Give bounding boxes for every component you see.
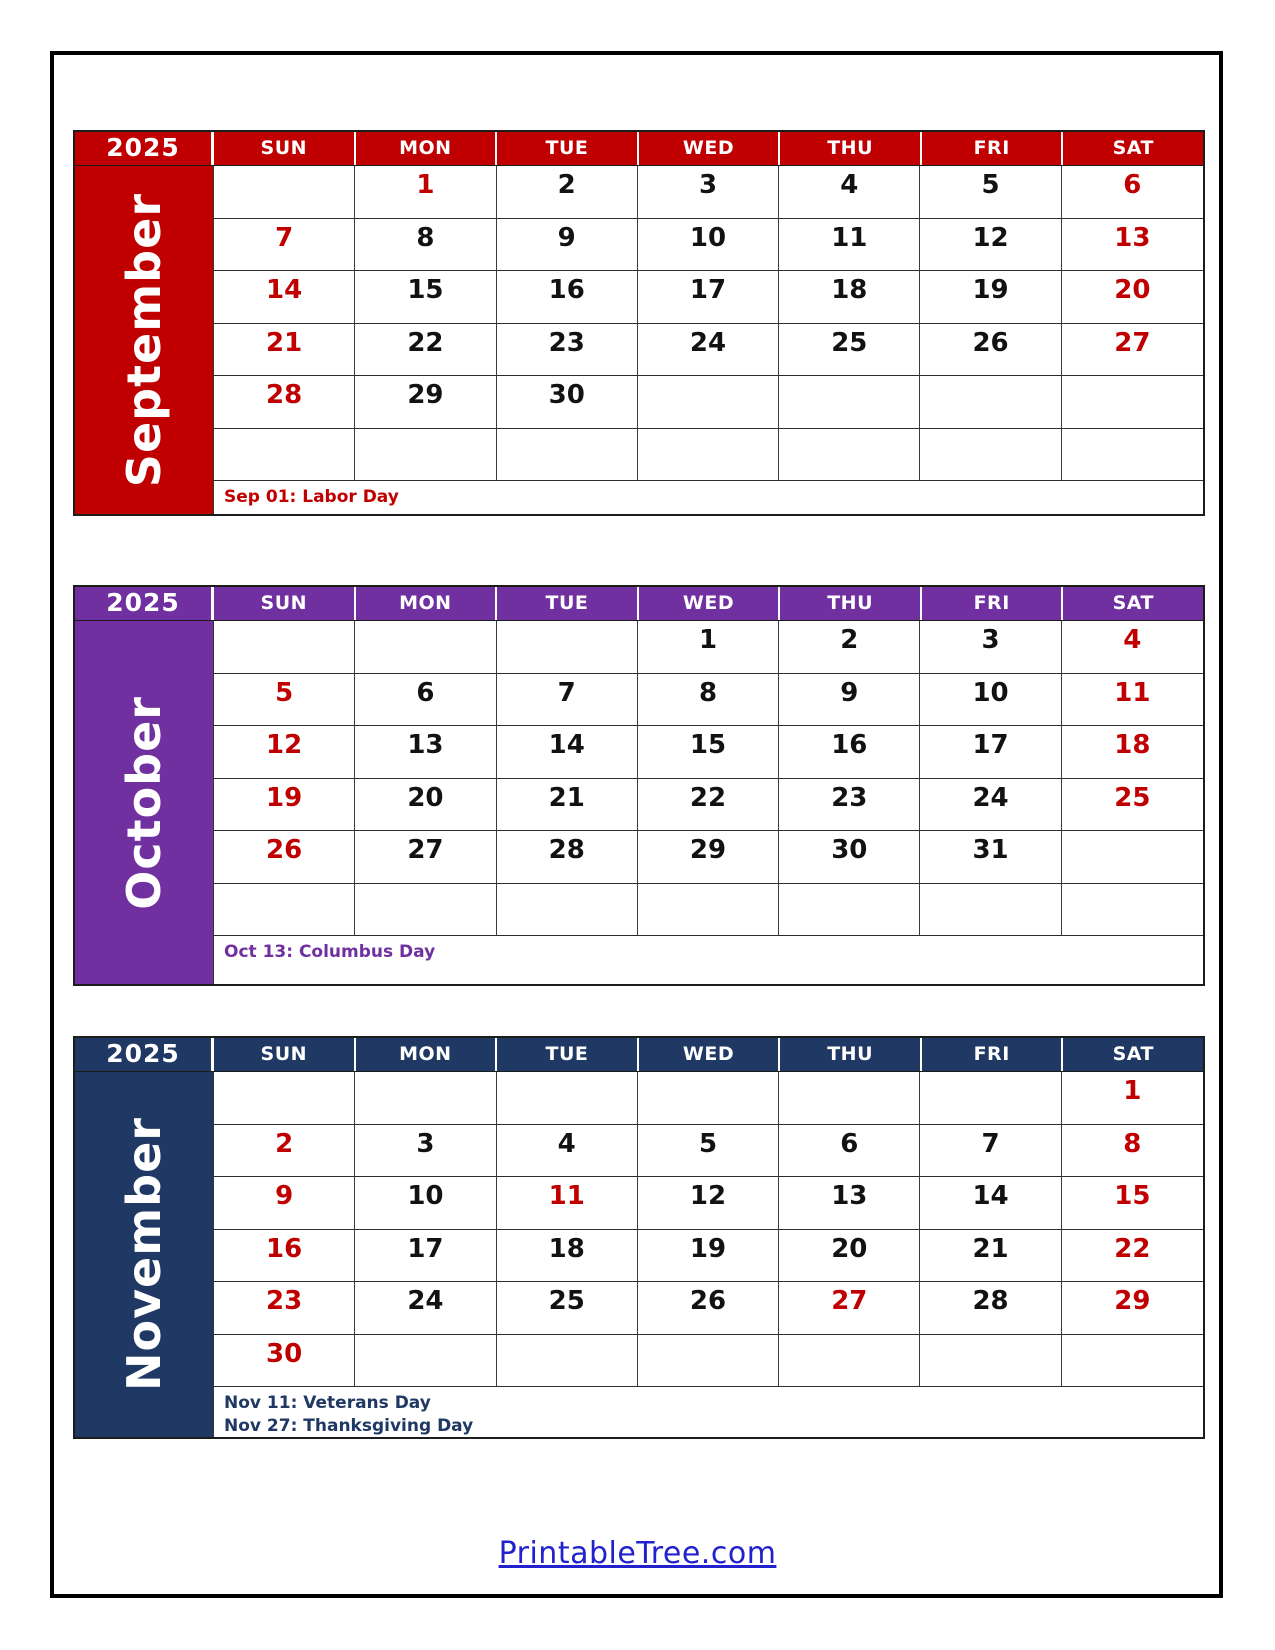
day-cell-november-13: 13 <box>779 1177 920 1230</box>
day-cell-september-3: 3 <box>638 166 779 219</box>
weekday-header-sun: SUN <box>214 587 356 620</box>
day-cell-november-12: 12 <box>638 1177 779 1230</box>
day-cell-november-18: 18 <box>497 1230 638 1283</box>
weekday-header-fri: FRI <box>922 587 1064 620</box>
day-cell-october-20: 20 <box>355 779 496 832</box>
day-cell-september-19: 19 <box>920 271 1061 324</box>
day-cell-empty <box>497 621 638 674</box>
weekday-row <box>214 1038 1203 1071</box>
holiday-note: Oct 13: Columbus Day <box>224 942 436 962</box>
day-cell-october-1: 1 <box>638 621 779 674</box>
day-cell-september-8: 8 <box>355 219 496 272</box>
day-cell-october-28: 28 <box>497 831 638 884</box>
weekday-header-thu: THU <box>780 587 922 620</box>
day-cell-november-8: 8 <box>1062 1125 1203 1178</box>
day-cell-empty <box>214 884 355 937</box>
day-cell-empty <box>920 376 1061 429</box>
day-cell-september-22: 22 <box>355 324 496 377</box>
day-cell-september-21: 21 <box>214 324 355 377</box>
day-cell-empty <box>1062 429 1203 482</box>
day-cell-october-17: 17 <box>920 726 1061 779</box>
day-cell-empty <box>1062 831 1203 884</box>
day-cell-november-16: 16 <box>214 1230 355 1283</box>
weekday-row <box>214 132 1203 165</box>
day-cell-empty <box>1062 884 1203 937</box>
day-cell-september-11: 11 <box>779 219 920 272</box>
month-november <box>73 1036 1205 1439</box>
day-cell-november-17: 17 <box>355 1230 496 1283</box>
day-cell-october-22: 22 <box>638 779 779 832</box>
weekday-header-sat: SAT <box>1063 587 1203 620</box>
day-cell-empty <box>638 376 779 429</box>
month-name: November <box>117 1117 171 1392</box>
day-cell-november-7: 7 <box>920 1125 1061 1178</box>
november-header-row <box>75 1038 1203 1072</box>
day-cell-november-26: 26 <box>638 1282 779 1335</box>
day-cell-september-4: 4 <box>779 166 920 219</box>
day-cell-empty <box>920 1072 1061 1125</box>
day-cell-november-21: 21 <box>920 1230 1061 1283</box>
day-cell-empty <box>779 1072 920 1125</box>
weekday-header-fri: FRI <box>922 1038 1064 1071</box>
day-cell-october-11: 11 <box>1062 674 1203 727</box>
day-cell-september-17: 17 <box>638 271 779 324</box>
year-label: 2025 <box>75 132 214 165</box>
day-cell-empty <box>779 429 920 482</box>
day-cell-empty <box>355 429 496 482</box>
weekday-header-mon: MON <box>356 1038 498 1071</box>
day-cell-october-3: 3 <box>920 621 1061 674</box>
day-cell-november-4: 4 <box>497 1125 638 1178</box>
weekday-header-sun: SUN <box>214 132 356 165</box>
day-cell-empty <box>497 884 638 937</box>
day-cell-october-29: 29 <box>638 831 779 884</box>
day-cell-empty <box>779 884 920 937</box>
day-cell-september-13: 13 <box>1062 219 1203 272</box>
october-header-row <box>75 587 1203 621</box>
year-label: 2025 <box>75 587 214 620</box>
day-cell-october-7: 7 <box>497 674 638 727</box>
day-cell-empty <box>214 166 355 219</box>
year-label: 2025 <box>75 1038 214 1071</box>
weekday-header-wed: WED <box>639 132 781 165</box>
day-cell-october-14: 14 <box>497 726 638 779</box>
day-cell-november-24: 24 <box>355 1282 496 1335</box>
weekday-header-tue: TUE <box>497 1038 639 1071</box>
november-body <box>75 1072 1203 1437</box>
day-cell-november-28: 28 <box>920 1282 1061 1335</box>
day-cell-october-15: 15 <box>638 726 779 779</box>
day-cell-september-30: 30 <box>497 376 638 429</box>
day-cell-november-3: 3 <box>355 1125 496 1178</box>
month-band <box>75 621 214 984</box>
day-cell-september-29: 29 <box>355 376 496 429</box>
day-cell-empty <box>638 884 779 937</box>
day-cell-november-6: 6 <box>779 1125 920 1178</box>
holiday-row <box>214 1387 1203 1438</box>
weekday-header-mon: MON <box>356 132 498 165</box>
day-cell-empty <box>214 621 355 674</box>
day-cell-september-20: 20 <box>1062 271 1203 324</box>
day-cell-september-25: 25 <box>779 324 920 377</box>
day-cell-october-10: 10 <box>920 674 1061 727</box>
weekday-header-wed: WED <box>639 1038 781 1071</box>
day-cell-empty <box>638 1335 779 1388</box>
day-cell-october-13: 13 <box>355 726 496 779</box>
day-cell-september-14: 14 <box>214 271 355 324</box>
day-cell-september-5: 5 <box>920 166 1061 219</box>
day-cell-empty <box>355 1335 496 1388</box>
day-cell-empty <box>497 1335 638 1388</box>
holiday-note: Nov 27: Thanksgiving Day <box>224 1415 474 1436</box>
day-cell-empty <box>920 1335 1061 1388</box>
month-band <box>75 166 214 514</box>
day-cell-november-19: 19 <box>638 1230 779 1283</box>
day-cell-october-18: 18 <box>1062 726 1203 779</box>
day-cell-october-4: 4 <box>1062 621 1203 674</box>
weekday-row <box>214 587 1203 620</box>
month-band <box>75 1072 214 1437</box>
day-cell-september-9: 9 <box>497 219 638 272</box>
day-cell-empty <box>920 429 1061 482</box>
day-cell-november-20: 20 <box>779 1230 920 1283</box>
day-cell-november-2: 2 <box>214 1125 355 1178</box>
holiday-note: Nov 11: Veterans Day <box>224 1393 431 1413</box>
footer-site-link[interactable]: PrintableTree.com <box>498 1536 777 1571</box>
day-cell-empty <box>497 429 638 482</box>
day-cell-november-25: 25 <box>497 1282 638 1335</box>
day-cell-october-27: 27 <box>355 831 496 884</box>
day-cell-september-1: 1 <box>355 166 496 219</box>
holiday-row <box>214 936 1203 984</box>
day-cell-september-23: 23 <box>497 324 638 377</box>
day-cell-september-10: 10 <box>638 219 779 272</box>
day-cell-october-6: 6 <box>355 674 496 727</box>
day-cell-empty <box>214 429 355 482</box>
day-cell-october-12: 12 <box>214 726 355 779</box>
weekday-header-sat: SAT <box>1063 132 1203 165</box>
day-cell-empty <box>355 1072 496 1125</box>
day-cell-september-26: 26 <box>920 324 1061 377</box>
weekday-header-thu: THU <box>780 1038 922 1071</box>
day-cell-september-18: 18 <box>779 271 920 324</box>
day-cell-empty <box>214 1072 355 1125</box>
holiday-row <box>214 481 1203 514</box>
october-body <box>75 621 1203 984</box>
day-cell-october-31: 31 <box>920 831 1061 884</box>
day-cell-empty <box>779 1335 920 1388</box>
day-cell-october-24: 24 <box>920 779 1061 832</box>
day-cell-empty <box>779 376 920 429</box>
weekday-header-tue: TUE <box>497 587 639 620</box>
september-header-row <box>75 132 1203 166</box>
day-cell-september-6: 6 <box>1062 166 1203 219</box>
date-grid <box>214 1072 1203 1387</box>
september-body <box>75 166 1203 514</box>
month-name: September <box>117 192 171 488</box>
day-cell-september-28: 28 <box>214 376 355 429</box>
day-cell-september-15: 15 <box>355 271 496 324</box>
day-cell-november-10: 10 <box>355 1177 496 1230</box>
day-cell-september-27: 27 <box>1062 324 1203 377</box>
day-cell-empty <box>355 884 496 937</box>
day-cell-september-7: 7 <box>214 219 355 272</box>
weekday-header-sat: SAT <box>1063 1038 1203 1071</box>
month-october <box>73 585 1205 986</box>
weekday-header-fri: FRI <box>922 132 1064 165</box>
month-name: October <box>117 695 171 910</box>
day-cell-october-25: 25 <box>1062 779 1203 832</box>
day-cell-november-27: 27 <box>779 1282 920 1335</box>
footer <box>0 1536 1275 1571</box>
month-september <box>73 130 1205 516</box>
day-cell-november-11: 11 <box>497 1177 638 1230</box>
day-cell-october-21: 21 <box>497 779 638 832</box>
day-cell-october-19: 19 <box>214 779 355 832</box>
day-cell-september-16: 16 <box>497 271 638 324</box>
weekday-header-thu: THU <box>780 132 922 165</box>
day-cell-october-2: 2 <box>779 621 920 674</box>
day-cell-october-9: 9 <box>779 674 920 727</box>
day-cell-empty <box>638 1072 779 1125</box>
weekday-header-sun: SUN <box>214 1038 356 1071</box>
day-cell-september-2: 2 <box>497 166 638 219</box>
holiday-note: Sep 01: Labor Day <box>224 487 399 507</box>
date-grid <box>214 621 1203 936</box>
weekday-header-tue: TUE <box>497 132 639 165</box>
weekday-header-wed: WED <box>639 587 781 620</box>
day-cell-october-23: 23 <box>779 779 920 832</box>
day-cell-november-22: 22 <box>1062 1230 1203 1283</box>
date-grid <box>214 166 1203 481</box>
day-cell-november-30: 30 <box>214 1335 355 1388</box>
day-cell-empty <box>920 884 1061 937</box>
day-cell-empty <box>1062 376 1203 429</box>
day-cell-empty <box>355 621 496 674</box>
day-cell-november-23: 23 <box>214 1282 355 1335</box>
day-cell-empty <box>1062 1335 1203 1388</box>
day-cell-november-9: 9 <box>214 1177 355 1230</box>
day-cell-november-29: 29 <box>1062 1282 1203 1335</box>
day-cell-september-12: 12 <box>920 219 1061 272</box>
day-cell-november-5: 5 <box>638 1125 779 1178</box>
day-cell-november-15: 15 <box>1062 1177 1203 1230</box>
day-cell-november-1: 1 <box>1062 1072 1203 1125</box>
day-cell-october-5: 5 <box>214 674 355 727</box>
day-cell-october-26: 26 <box>214 831 355 884</box>
weekday-header-mon: MON <box>356 587 498 620</box>
day-cell-october-30: 30 <box>779 831 920 884</box>
day-cell-empty <box>497 1072 638 1125</box>
day-cell-september-24: 24 <box>638 324 779 377</box>
day-cell-empty <box>638 429 779 482</box>
day-cell-october-16: 16 <box>779 726 920 779</box>
day-cell-october-8: 8 <box>638 674 779 727</box>
day-cell-november-14: 14 <box>920 1177 1061 1230</box>
